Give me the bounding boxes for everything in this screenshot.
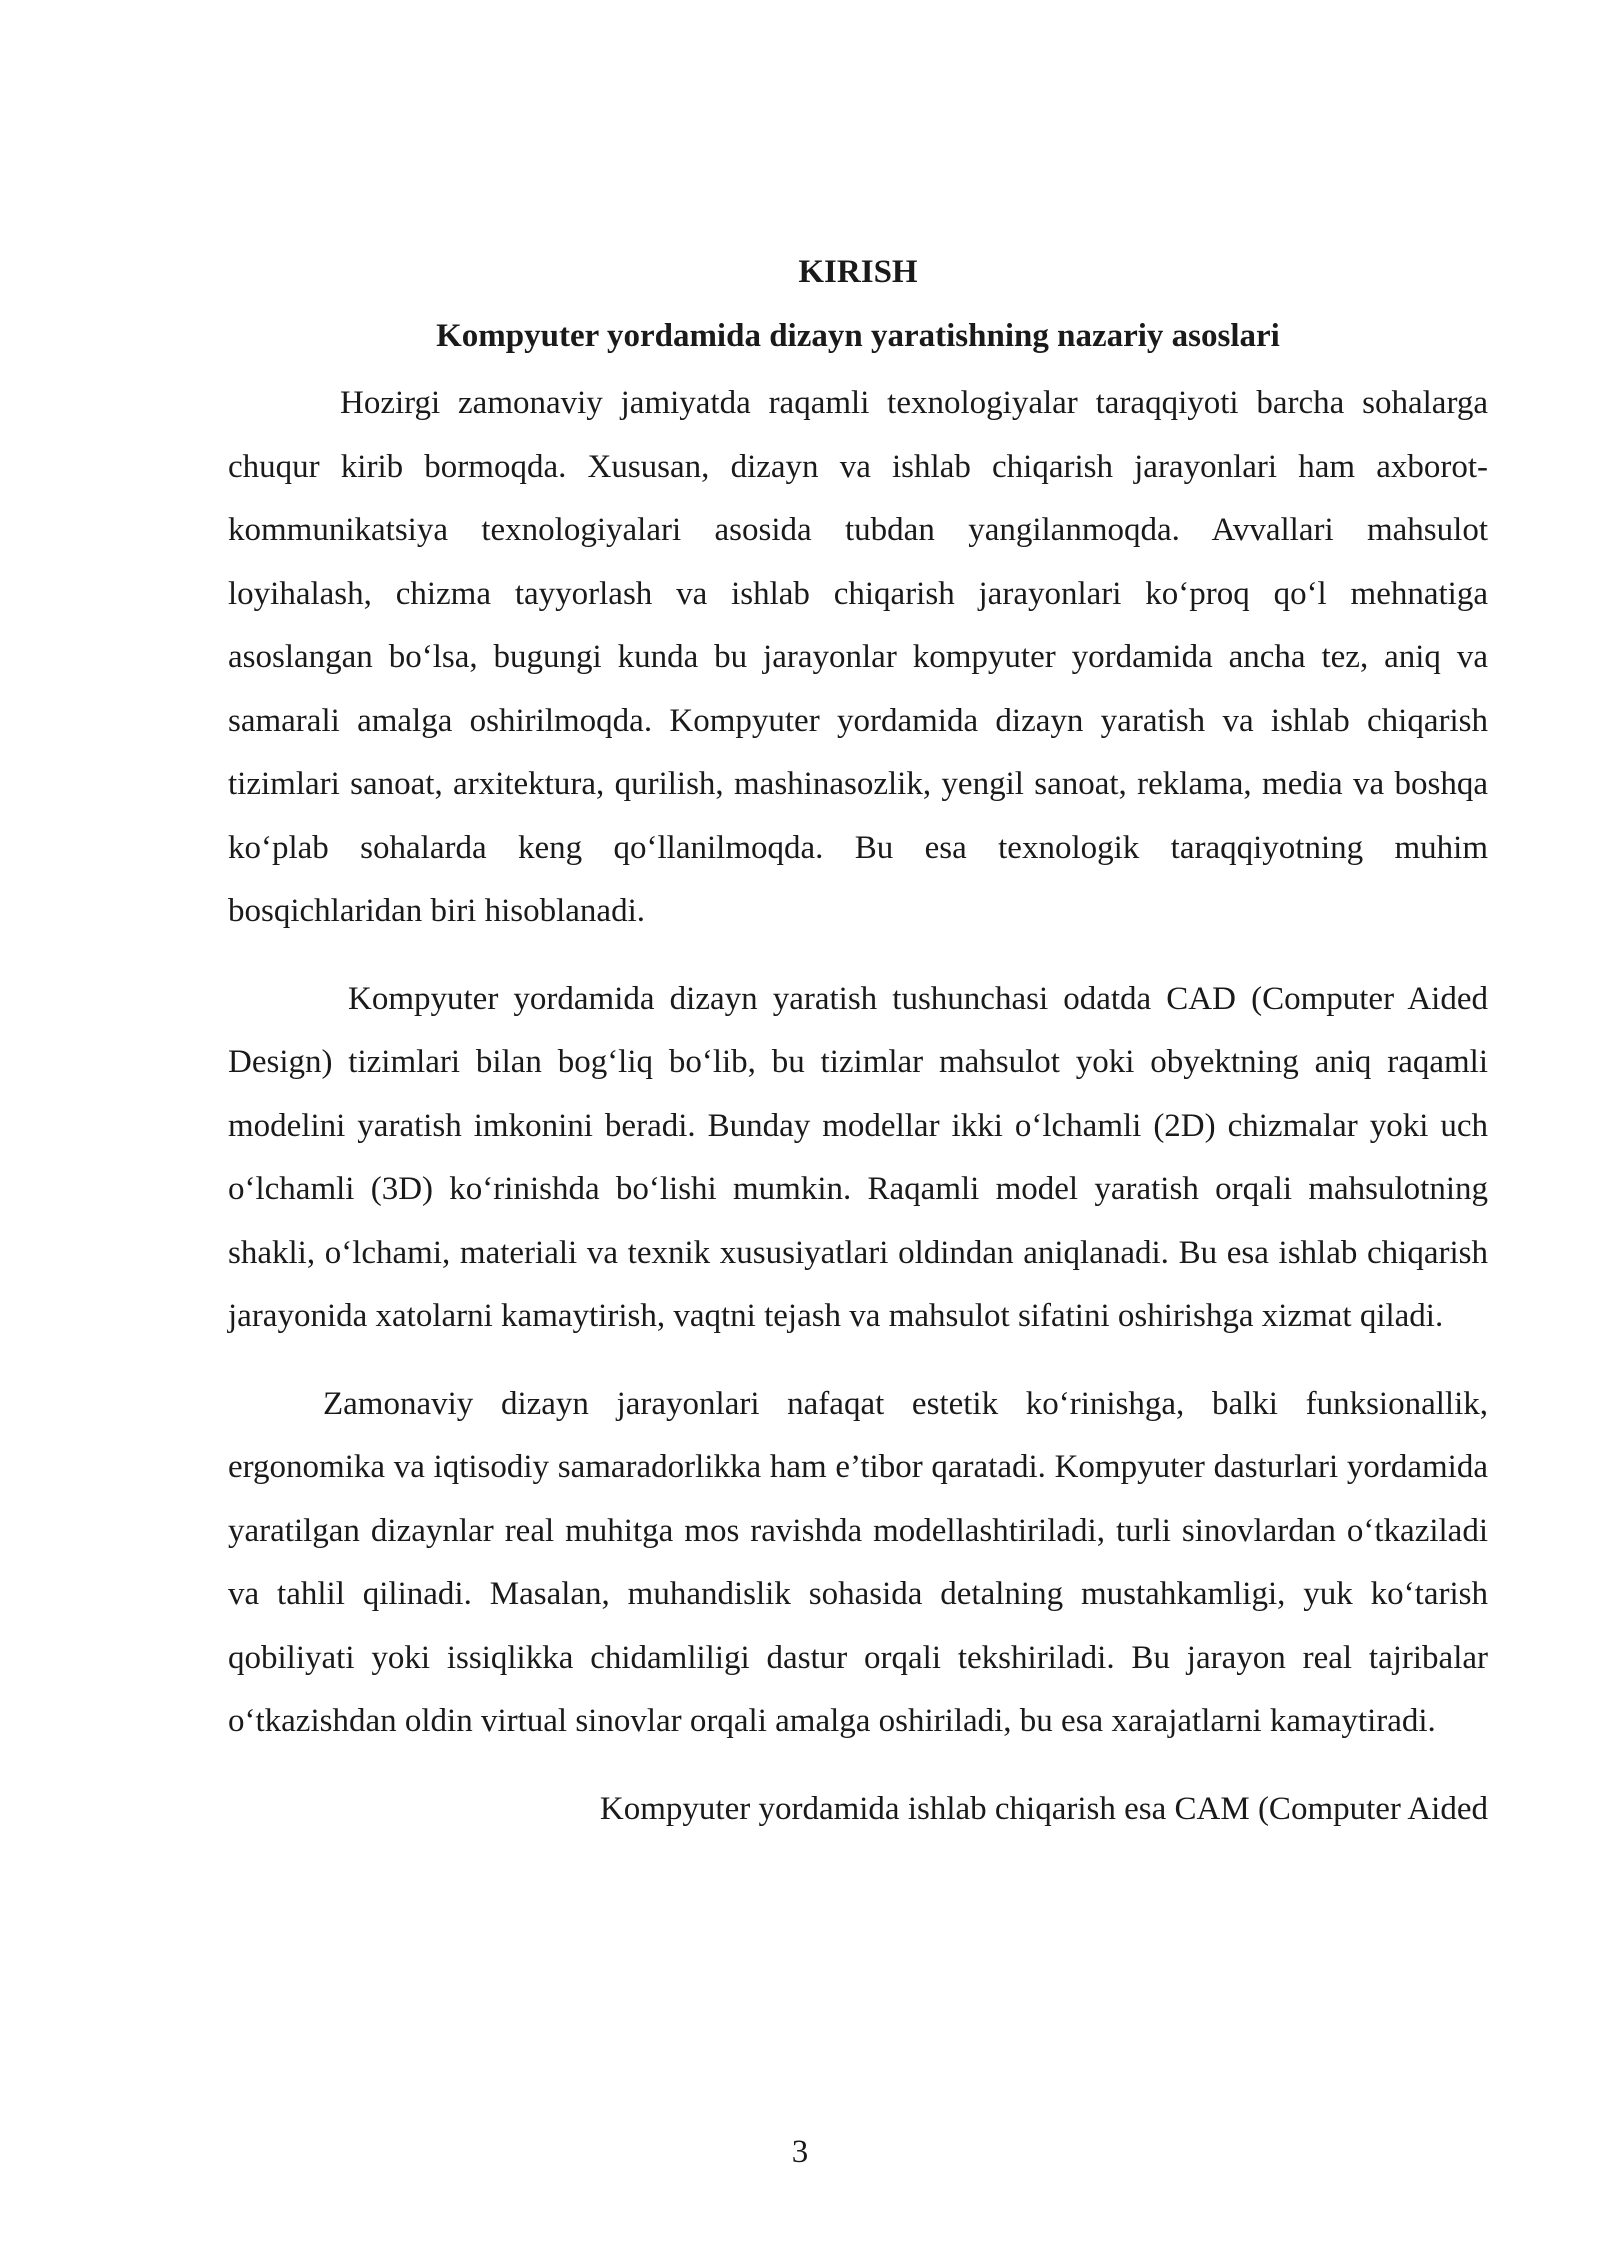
paragraph-2: Kompyuter yordamida dizayn yaratish tushunchasi odatda CAD (Computer Aided Design) tizimlari bilan bog‘liq bo‘lib, bu tizimlar mahsulot yoki obyektning aniq raqamli modelini yaratish imkonini beradi. Bunday modellar ikki o‘lchamli (2D) chizmalar yoki uch o‘lchamli (3D) ko‘rinishda bo‘lishi mumkin. Raqamli model yaratish orqali mahsulotning shakli, o‘lchami, materiali va texnik xususiyatlari oldindan aniqlanadi. Bu esa ishlab chiqarish jarayonida xatolarni kamaytirish, vaqtni tejash va mahsulot sifatini oshirishga xizmat qiladi. xyxy=(228,980,1488,1334)
section-subtitle: Kompyuter yordamida dizayn yaratishning nazariy asoslari xyxy=(436,318,1280,354)
page-number: 3 xyxy=(791,2134,809,2170)
page-content xyxy=(228,250,1488,1841)
paragraph-4: Kompyuter yordamida ishlab chiqarish esa CAM (Computer Aided xyxy=(599,1790,1488,1827)
paragraph-3: Zamonaviy dizayn jarayonlari nafaqat estetik ko‘rinishga, balki funksionallik, ergonomika va iqtisodiy samaradorlikka ham e’tibor qaratadi. Kompyuter dasturlari yordamida yaratilgan dizaynlar real muhitga mos ravishda modellashtiriladi, turli sinovlardan o‘tkaziladi va tahlil qilinadi. Masalan, muhandislik sohasida detalning mustahkamligi, yuk ko‘tarish qobiliyati yoki issiqlikka chidamliligi dastur orqali tekshiriladi. Bu jarayon real tajribalar o‘tkazishdan oldin virtual sinovlar orqali amalga oshiriladi, bu esa xarajatlarni kamaytiradi. xyxy=(228,1385,1488,1739)
page-title: KIRISH xyxy=(798,254,918,290)
paragraph-1: Hozirgi zamonaviy jamiyatda raqamli texnologiyalar taraqqiyoti barcha sohalarga chuqur kirib bormoqda. Xususan, dizayn va ishlab chiqarish jarayonlari ham axborot-kommunikatsiya texnologiyalari asosida tubdan yangilanmoqda. Avvallari mahsulot loyihalash, chizma tayyorlash va ishlab chiqarish jarayonlari ko‘proq qo‘l mehnatiga asoslangan bo‘lsa, bugungi kunda bu jarayonlar kompyuter yordamida ancha tez, aniq va samarali amalga oshirilmoqda. Kompyuter yordamida dizayn yaratish va ishlab chiqarish tizimlari sanoat, arxitektura, qurilish, mashinasozlik, yengil sanoat, reklama, media va boshqa ko‘plab sohalarda keng qo‘llanilmoqda. Bu esa texnologik taraqqiyotning muhim bosqichlaridan biri hisoblanadi. xyxy=(228,385,1488,929)
